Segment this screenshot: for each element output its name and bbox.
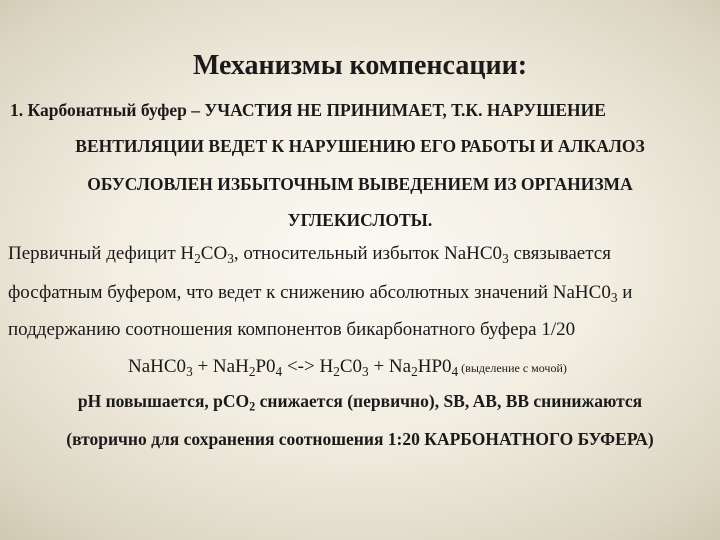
equation-note: (выделение с мочой) — [458, 361, 567, 375]
point1-line3: ОБУСЛОВЛЕН ИЗБЫТОЧНЫМ ВЫВЕДЕНИЕМ ИЗ ОРГАНИЗМА — [87, 174, 633, 194]
last-line: (вторично для сохранения соотношения 1:20 КАРБОНАТНОГО БУФЕРА) — [66, 429, 654, 449]
paragraph-line1: Первичный дефицит $H_2CO_3$, относительный избыток $NaHC0_3$ связывается — [8, 243, 611, 266]
point1-line2: ВЕНТИЛЯЦИИ ВЕДЕТ К НАРУШЕНИЮ ЕГО РАБОТЫ И АЛКАЛОЗ — [75, 136, 645, 156]
point1-line4: УГЛЕКИСЛОТЫ. — [287, 210, 433, 230]
paragraph-line3: поддержанию соотношения компонентов бикарбонатного буфера 1/20 — [8, 319, 576, 340]
chemical-equation: $NaHC0_3 + NaH_2P0_4$ <-> $H_2C0_3 + Na_2HP0_4$ (выделение с мочой) — [128, 356, 567, 379]
slide-title: Механизмы компенсации: — [192, 50, 528, 81]
point1-line1: 1. Карбонатный буфер – УЧАСТИЯ НЕ ПРИНИМАЕТ, Т.К. НАРУШЕНИЕ — [10, 100, 606, 120]
paragraph-line2: фосфатным буфером, что ведет к снижению абсолютных значений $NaHC0_3$ и — [8, 282, 633, 305]
ph-line: pH повышается, pCO$_2$ снижается (первично), SB, AB, BB снинижаются — [77, 391, 643, 414]
